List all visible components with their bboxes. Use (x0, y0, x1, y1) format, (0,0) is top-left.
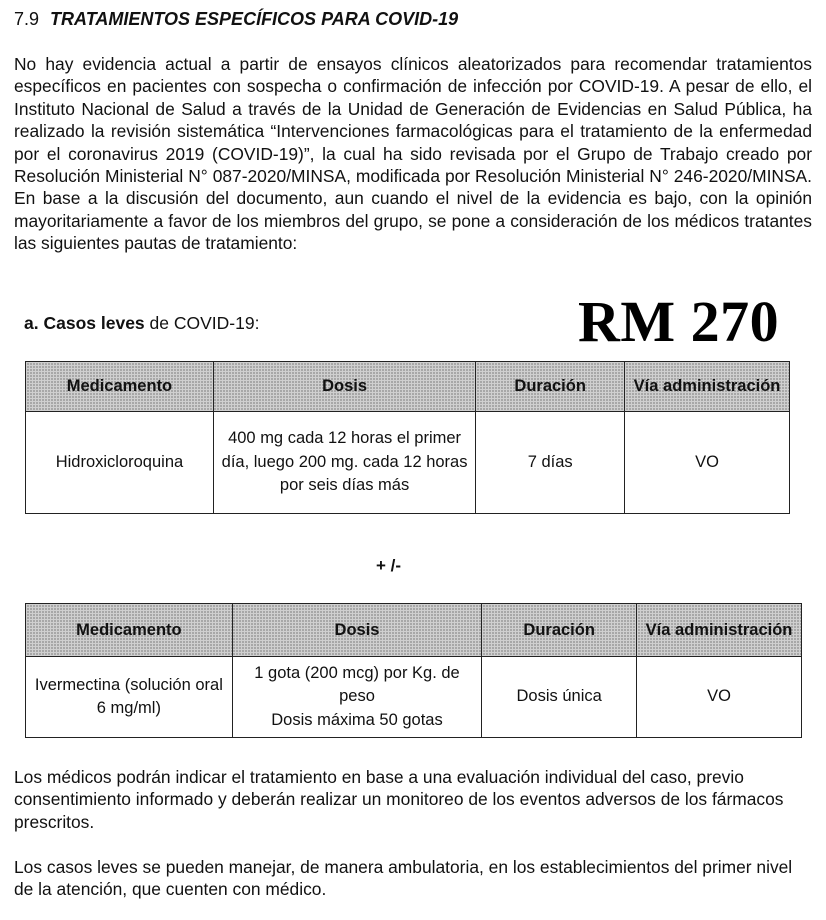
cell-dosis (232, 657, 482, 738)
table-row (26, 412, 790, 514)
dosis-line-1: 1 gota (200 mcg) por Kg. de peso (254, 663, 460, 706)
header-duracion: Duración (482, 604, 637, 657)
table-row (26, 657, 802, 738)
treatment-table-hydroxychloroquine (25, 361, 790, 514)
table-header-row (26, 604, 802, 657)
header-via-administracion: Vía administración (625, 362, 790, 412)
cell-via: VO (625, 412, 790, 514)
subsection-heading (24, 312, 259, 334)
plus-minus-connector: + /- (376, 556, 402, 575)
treatment-table-ivermectin (25, 603, 802, 738)
section-title: TRATAMIENTOS ESPECÍFICOS PARA COVID-19 (50, 9, 459, 29)
cell-dosis: 400 mg cada 12 horas el primer día, luego 200 mg. cada 12 horas por seis días más (213, 412, 475, 514)
monitoring-paragraph: Los médicos podrán indicar el tratamiento en base a una evaluación individual del caso, previo consentimiento informado y deberán realizar un monitoreo de los eventos adversos de los fármacos prescritos. (14, 767, 784, 832)
header-medicamento: Medicamento (26, 604, 233, 657)
subsection-marker: a. (24, 313, 39, 333)
header-duracion: Duración (476, 362, 625, 412)
header-medicamento: Medicamento (26, 362, 214, 412)
cell-medicamento: Ivermectina (solución oral 6 mg/ml) (26, 657, 233, 738)
cell-via: VO (637, 657, 802, 738)
rm-stamp-overlay: RM 270 (578, 289, 780, 354)
header-dosis: Dosis (213, 362, 475, 412)
ambulatory-paragraph: Los casos leves se pueden manejar, de manera ambulatoria, en los establecimientos del primer nivel de la atención, que cuenten con médico. (14, 857, 793, 900)
section-heading (14, 8, 458, 30)
cell-duracion: Dosis única (482, 657, 637, 738)
section-number: 7.9 (14, 9, 40, 29)
intro-paragraph: No hay evidencia actual a partir de ensayos clínicos aleatorizados para recomendar tratamientos específicos en pacientes con sospecha o confirmación de infección por COVID-19. A pesar de ello, el Instituto Nacional de Salud a través de la Unidad de Generación de Evidencias en Salud Pública, ha realizado la revisión sistemática “Intervenciones farmacológicas para el tratamiento de la enfermedad por el coronavirus 2019 (COVID-19)”, la cual ha sido revisada por el Grupo de Trabajo creado por Resolución Ministerial N° 087-2020/MINSA, modificada por Resolución Ministerial N° 246-2020/MINSA. En base a la discusión del documento, aun cuando el nivel de la evidencia es bajo, con la opinión mayoritariamente a favor de los miembros del grupo, se pone a consideración de los médicos tratantes las siguientes pautas de tratamiento: (14, 54, 812, 254)
subsection-rest: de COVID-19: (149, 313, 260, 333)
header-dosis: Dosis (232, 604, 482, 657)
header-via-administracion: Vía administración (637, 604, 802, 657)
cell-duracion: 7 días (476, 412, 625, 514)
table-header-row (26, 362, 790, 412)
dosis-line-2: Dosis máxima 50 gotas (271, 710, 443, 729)
subsection-bold-label: Casos leves (43, 313, 145, 333)
cell-medicamento: Hidroxicloroquina (26, 412, 214, 514)
